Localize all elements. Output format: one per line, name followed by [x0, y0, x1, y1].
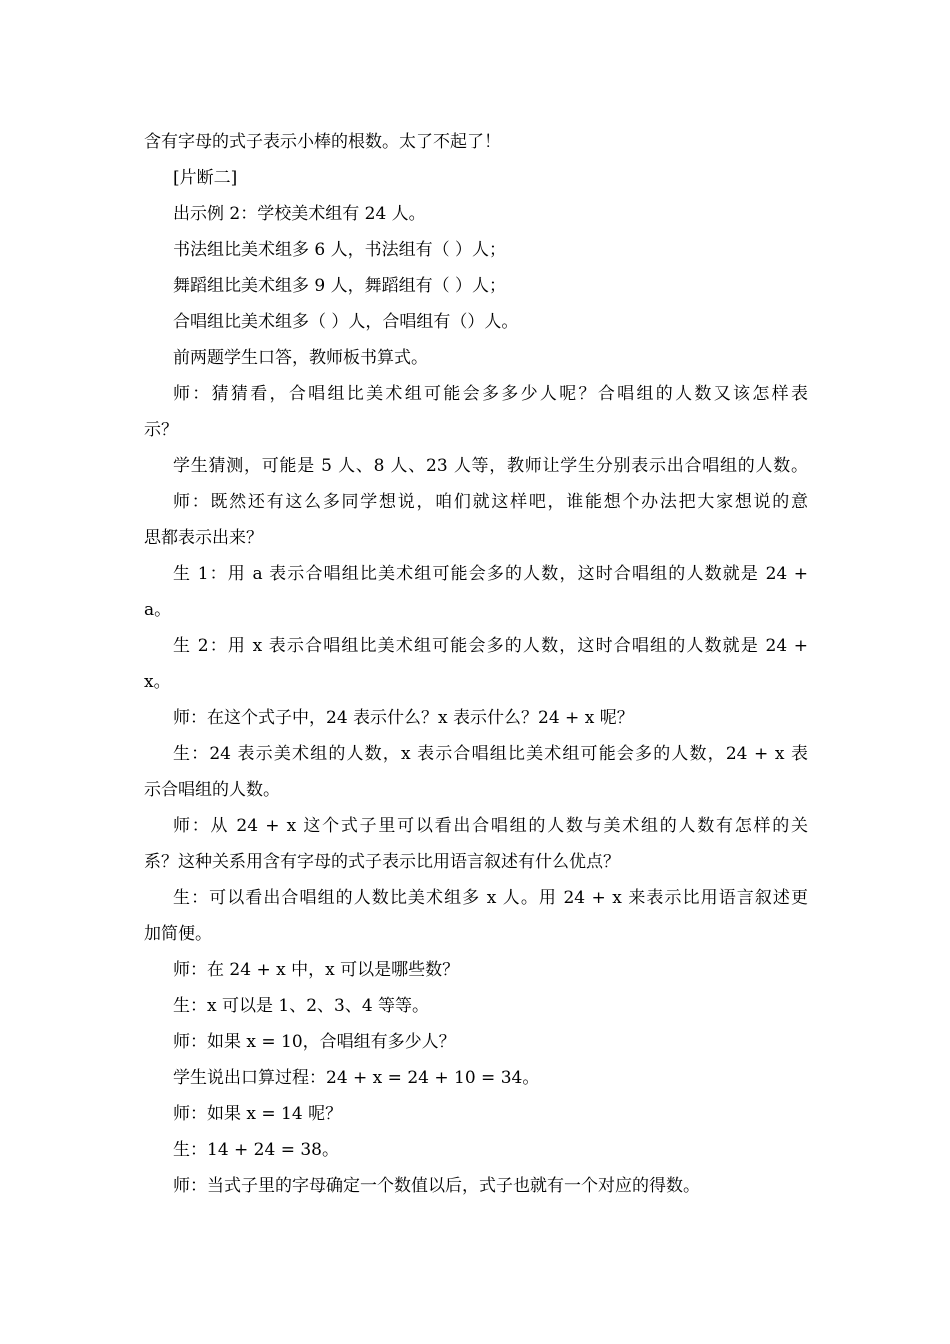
text-line: [片断二] — [173, 168, 238, 188]
text-line: 师：如果 x = 10，合唱组有多少人？ — [173, 1032, 456, 1052]
text-line: 生 1：用 a 表示合唱组比美术组可能会多的人数，这时合唱组的人数就是 24 + — [173, 564, 808, 584]
text-line: 系？这种关系用含有字母的式子表示比用语言叙述有什么优点？ — [144, 852, 620, 872]
text-line: 生：x 可以是 1、2、3、4 等等。 — [173, 996, 430, 1016]
text-line: 师：在这个式子中，24 表示什么？x 表示什么？24 + x 呢？ — [173, 708, 634, 728]
text-line: 师：在 24 + x 中，x 可以是哪些数？ — [173, 960, 460, 980]
text-line: 前两题学生口答，教师板书算式。 — [173, 348, 428, 368]
text-line: 学生猜测，可能是 5 人、8 人、23 人等，教师让学生分别表示出合唱组的人数。 — [173, 456, 808, 476]
text-line: 加简便。 — [144, 924, 212, 944]
text-line: 学生说出口算过程：24 + x = 24 + 10 = 34。 — [173, 1068, 540, 1088]
text-line: x。 — [144, 672, 171, 692]
text-line: 师：既然还有这么多同学想说，咱们就这样吧，谁能想个办法把大家想说的意 — [173, 492, 808, 512]
text-line: 舞蹈组比美术组多 9 人，舞蹈组有（ ）人； — [173, 276, 507, 296]
text-line: 生：可以看出合唱组的人数比美术组多 x 人。用 24 + x 来表示比用语言叙述更 — [173, 888, 808, 908]
text-line: 师：如果 x = 14 呢？ — [173, 1104, 343, 1124]
text-line: 生 2：用 x 表示合唱组比美术组可能会多的人数，这时合唱组的人数就是 24 + — [173, 636, 808, 656]
text-line: 思都表示出来？ — [144, 528, 263, 548]
text-line: a。 — [144, 600, 172, 620]
text-line: 含有字母的式子表示小棒的根数。太了不起了！ — [144, 132, 501, 152]
text-line: 生：24 表示美术组的人数，x 表示合唱组比美术组可能会多的人数，24 + x 表 — [173, 744, 808, 764]
text-line: 合唱组比美术组多（ ）人，合唱组有（）人。 — [173, 312, 519, 332]
text-line: 示合唱组的人数。 — [144, 780, 280, 800]
text-line: 示？ — [144, 420, 178, 440]
document-page — [144, 124, 808, 1204]
text-line: 生：14 + 24 = 38。 — [173, 1140, 339, 1160]
text-line: 师：从 24 + x 这个式子里可以看出合唱组的人数与美术组的人数有怎样的关 — [173, 816, 808, 836]
text-line: 书法组比美术组多 6 人，书法组有（ ）人； — [173, 240, 507, 260]
text-line: 师：当式子里的字母确定一个数值以后，式子也就有一个对应的得数。 — [173, 1176, 700, 1196]
text-line: 师：猜猜看，合唱组比美术组可能会多多少人呢？合唱组的人数又该怎样表 — [173, 384, 808, 404]
text-line: 出示例 2：学校美术组有 24 人。 — [173, 204, 426, 224]
